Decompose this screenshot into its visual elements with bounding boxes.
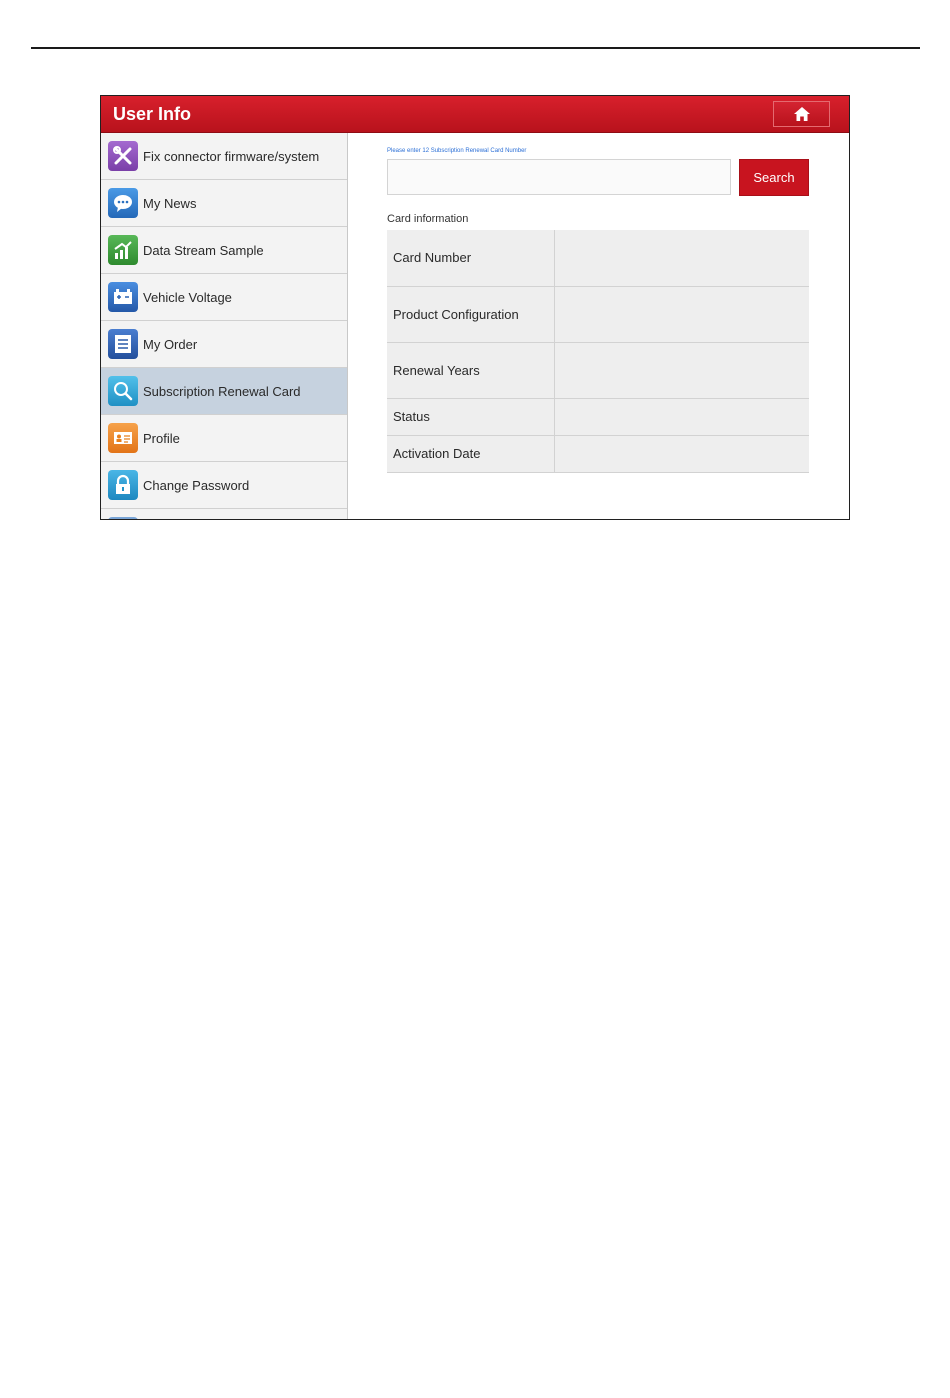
sidebar-item-label: Profile: [143, 430, 180, 446]
table-row: [387, 230, 809, 286]
sidebar-item-subscription-renewal-card[interactable]: [101, 368, 347, 415]
sidebar-item-label: Subscription Renewal Card: [143, 383, 301, 399]
sidebar-item-label: Change Password: [143, 477, 250, 493]
table-row: [387, 342, 809, 398]
window-title: User Info: [113, 104, 192, 124]
card-info-table: [387, 230, 809, 473]
sidebar-item-change-password[interactable]: [101, 462, 347, 509]
chat-bubble-icon: [108, 188, 138, 218]
row-value: [555, 435, 810, 472]
sidebar: [101, 133, 348, 519]
sidebar-item-label: My Order: [143, 336, 198, 352]
table-row: [387, 398, 809, 435]
lock-icon: [108, 470, 138, 500]
app-window: [100, 95, 850, 520]
partial-icon: [108, 517, 138, 519]
search-icon: [108, 376, 138, 406]
row-label: Product Configuration: [387, 286, 555, 342]
title-bar: [101, 96, 849, 133]
card-number-input[interactable]: [387, 159, 731, 195]
table-row: [387, 286, 809, 342]
sidebar-item-label: Data Stream Sample: [143, 242, 264, 258]
bar-chart-icon: [108, 235, 138, 265]
id-card-icon: [108, 423, 138, 453]
home-button[interactable]: [773, 101, 830, 127]
page-top-rule: [31, 47, 920, 49]
sidebar-item-label: Vehicle Voltage: [143, 289, 232, 305]
search-button[interactable]: Search: [739, 159, 809, 196]
sidebar-item-partial[interactable]: [101, 509, 347, 519]
sidebar-item-label: Fix connector firmware/system: [143, 148, 320, 164]
row-label: Card Number: [387, 230, 555, 286]
sidebar-item-label: My News: [143, 195, 197, 211]
row-label: Activation Date: [387, 435, 555, 472]
row-label: Status: [387, 398, 555, 435]
tools-icon: [108, 141, 138, 171]
sidebar-item-fix-connector[interactable]: [101, 133, 347, 180]
card-info-label: Card information: [387, 213, 469, 225]
sidebar-item-my-news[interactable]: [101, 180, 347, 227]
main-panel: [348, 133, 849, 519]
row-value: [555, 342, 810, 398]
document-icon: [108, 329, 138, 359]
row-value: [555, 286, 810, 342]
row-value: [555, 398, 810, 435]
battery-icon: [108, 282, 138, 312]
sidebar-item-data-stream-sample[interactable]: [101, 227, 347, 274]
sidebar-item-vehicle-voltage[interactable]: [101, 274, 347, 321]
search-hint: Please enter 12 Subscription Renewal Card Number: [387, 148, 527, 154]
home-icon: [793, 106, 811, 122]
table-row: [387, 435, 809, 472]
row-value: [555, 230, 810, 286]
row-label: Renewal Years: [387, 342, 555, 398]
sidebar-item-my-order[interactable]: [101, 321, 347, 368]
sidebar-item-profile[interactable]: [101, 415, 347, 462]
